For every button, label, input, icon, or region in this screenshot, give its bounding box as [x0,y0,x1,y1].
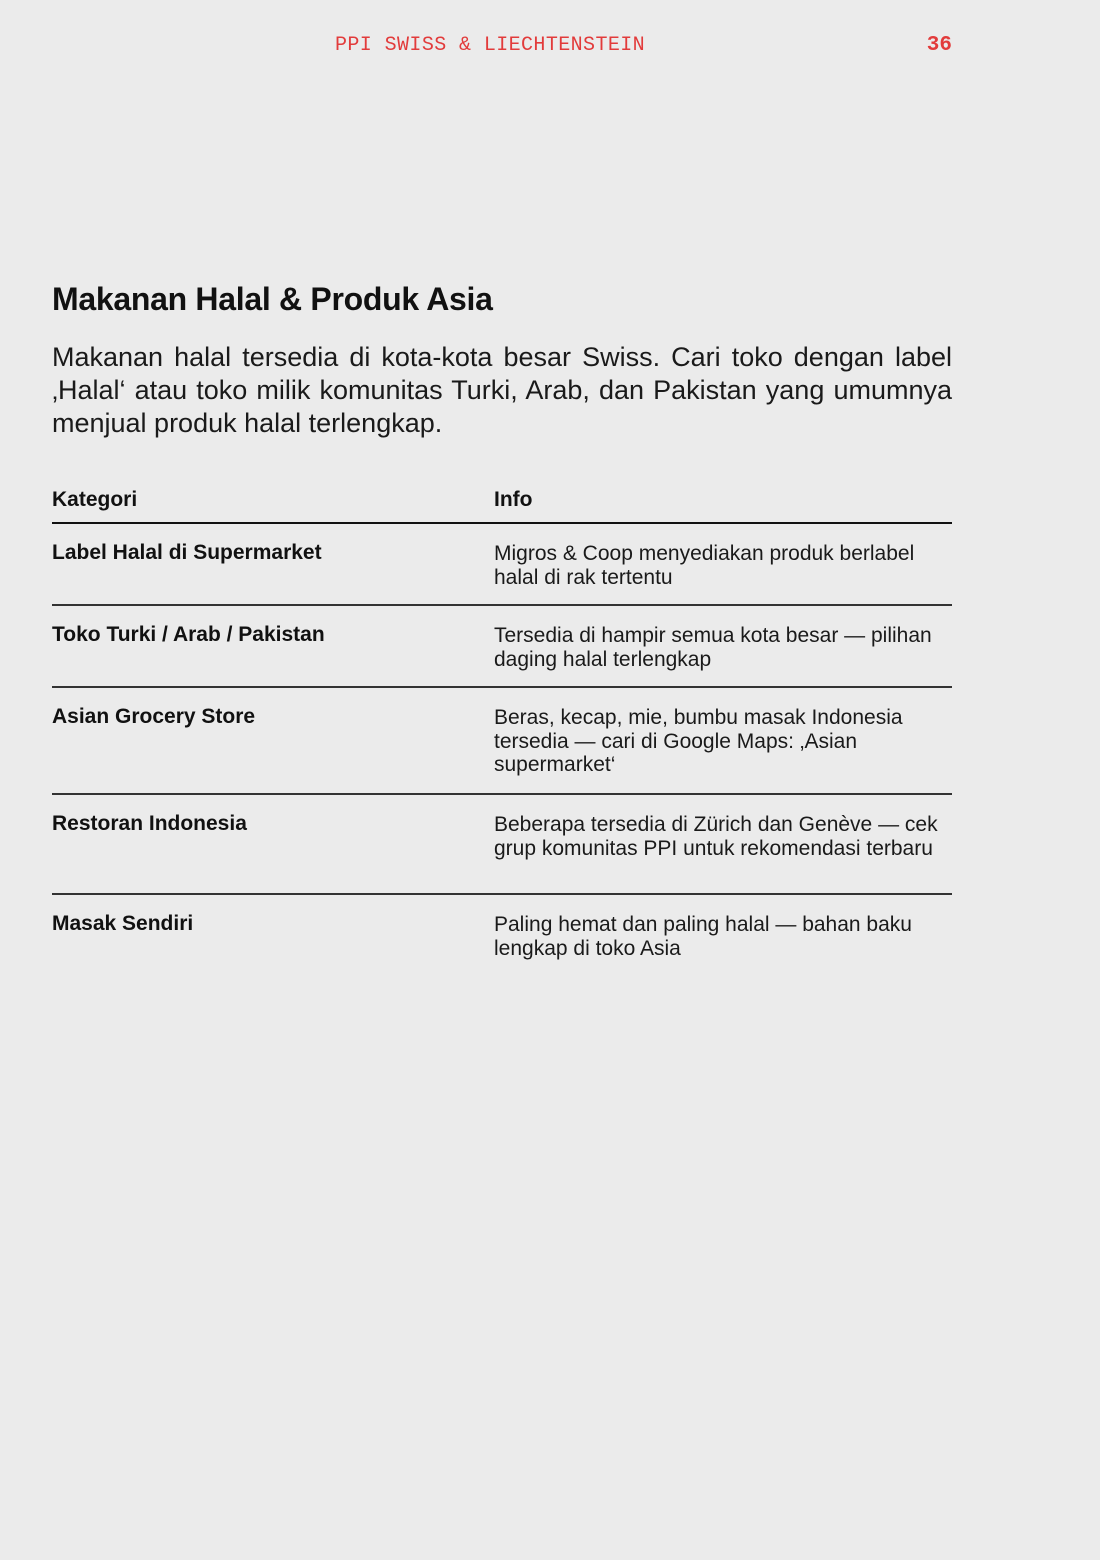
running-header [0,34,1100,60]
table-header-row [52,484,952,524]
section-title: Makanan Halal & Produk Asia [52,281,493,317]
row-info: Migros & Coop menyediakan produk berlabel halal di rak tertentu [494,542,915,589]
intro-paragraph: Makanan halal tersedia di kota-kota besar Swiss. Cari toko dengan label ‚Halal‘ atau toko milik komunitas Turki, Arab, dan Pakistan yang umumnya menjual produk halal terlengkap. [52,342,952,438]
row-info: Paling hemat dan paling halal — bahan baku lengkap di toko Asia [494,913,912,960]
column-header-category: Kategori [52,488,138,511]
running-header-title: PPI SWISS & LIECHTENSTEIN [335,34,646,57]
table-row [52,688,952,795]
page-content [52,280,952,975]
row-category: Label Halal di Supermarket [52,541,322,564]
table-row [52,606,952,688]
table-row [52,795,952,895]
row-category: Toko Turki / Arab / Pakistan [52,623,325,646]
row-info: Beras, kecap, mie, bumbu masak Indonesia tersedia — cari di Google Maps: ‚Asian supermarket‘ [494,706,903,776]
column-header-info: Info [494,488,533,511]
info-table [52,484,952,975]
row-info: Tersedia di hampir semua kota besar — pilihan daging halal terlengkap [494,624,932,671]
row-category: Asian Grocery Store [52,705,256,728]
table-row [52,895,952,975]
table-row [52,524,952,606]
row-category: Masak Sendiri [52,912,194,935]
row-category: Restoran Indonesia [52,812,247,835]
page-number: 36 [926,34,952,57]
row-info: Beberapa tersedia di Zürich dan Genève — cek grup komunitas PPI untuk rekomendasi terbaru [494,813,938,860]
